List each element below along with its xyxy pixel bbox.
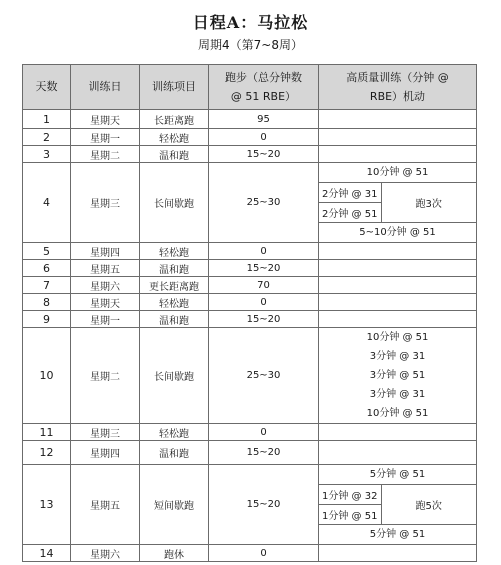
- header-hq-line2: RBE）机动: [369, 90, 426, 103]
- page-subtitle: 周期4（第7~8周）: [198, 38, 303, 52]
- quality-cooldown: 5~10分钟 @ 51: [319, 222, 476, 242]
- quality-cooldown: 5分钟 @ 51: [319, 524, 476, 544]
- quality-step-list: [319, 328, 476, 423]
- run-cell: 70: [209, 277, 319, 294]
- header-run-line1: 跑步（总分钟数: [225, 71, 302, 84]
- run-cell: 0: [209, 243, 319, 260]
- quality-cell: [319, 311, 477, 328]
- quality-cell: [319, 129, 477, 146]
- weekday-cell: 星期一: [71, 129, 140, 146]
- table-row: [23, 277, 477, 294]
- weekday-cell: 星期六: [71, 277, 140, 294]
- run-cell: 0: [209, 545, 319, 562]
- header-training-day: 训练日: [71, 65, 140, 110]
- item-cell: 温和跑: [140, 260, 209, 277]
- table-row: [23, 163, 477, 243]
- table-row: [23, 294, 477, 311]
- run-cell: 0: [209, 294, 319, 311]
- table-row: [23, 424, 477, 441]
- item-cell: 轻松跑: [140, 294, 209, 311]
- quality-step: 3分钟 @ 31: [369, 389, 426, 400]
- interval-step: 2分钟 @ 31: [319, 183, 381, 203]
- item-cell: 轻松跑: [140, 424, 209, 441]
- item-cell: 长间歇跑: [140, 163, 209, 243]
- repeat-count: 跑3次: [415, 199, 442, 210]
- item-cell: 短间歇跑: [140, 465, 209, 545]
- weekday-cell: 星期天: [71, 110, 140, 129]
- run-cell: 0: [209, 424, 319, 441]
- item-cell: 温和跑: [140, 441, 209, 465]
- run-cell: 15~20: [209, 260, 319, 277]
- interval-step: 2分钟 @ 51: [319, 203, 381, 223]
- quality-cell: [319, 110, 477, 129]
- table-row: [23, 260, 477, 277]
- weekday-cell: 星期一: [71, 311, 140, 328]
- table-row: [23, 441, 477, 465]
- quality-cell: [319, 294, 477, 311]
- quality-cell: [319, 465, 477, 545]
- day-cell: 7: [23, 277, 71, 294]
- run-cell: 15~20: [209, 441, 319, 465]
- day-cell: 5: [23, 243, 71, 260]
- item-cell: 温和跑: [140, 311, 209, 328]
- day-cell: 6: [23, 260, 71, 277]
- day-cell: 3: [23, 146, 71, 163]
- quality-cell: [319, 260, 477, 277]
- quality-cell: [319, 328, 477, 424]
- quality-step: 3分钟 @ 51: [369, 370, 426, 381]
- quality-step: 10分钟 @ 51: [366, 332, 429, 343]
- item-cell: 长距离跑: [140, 110, 209, 129]
- weekday-cell: 星期天: [71, 294, 140, 311]
- item-cell: 轻松跑: [140, 129, 209, 146]
- interval-step: 1分钟 @ 32: [319, 485, 381, 505]
- quality-cell: [319, 243, 477, 260]
- header-hq-line1: 高质量训练（分钟 @: [346, 71, 449, 84]
- quality-warmup: 10分钟 @ 51: [319, 163, 476, 183]
- item-cell: 跑休: [140, 545, 209, 562]
- item-cell: 温和跑: [140, 146, 209, 163]
- interval-step: 1分钟 @ 51: [319, 505, 381, 525]
- quality-cell: [319, 146, 477, 163]
- schedule-table: [22, 64, 477, 562]
- weekday-cell: 星期三: [71, 163, 140, 243]
- day-cell: 12: [23, 441, 71, 465]
- run-cell: 15~20: [209, 465, 319, 545]
- header-training-item: 训练项目: [140, 65, 209, 110]
- day-cell: 14: [23, 545, 71, 562]
- header-row: [23, 65, 477, 110]
- table-row: [23, 328, 477, 424]
- quality-cell: [319, 163, 477, 243]
- quality-step: 3分钟 @ 31: [369, 351, 426, 362]
- table-row: [23, 465, 477, 545]
- run-cell: 95: [209, 110, 319, 129]
- table-row: [23, 311, 477, 328]
- table-row: [23, 110, 477, 129]
- table-row: [23, 545, 477, 562]
- day-cell: 11: [23, 424, 71, 441]
- header-quality-training: [319, 65, 477, 110]
- interval-set: [319, 485, 476, 524]
- header-day: 天数: [23, 65, 71, 110]
- weekday-cell: 星期五: [71, 260, 140, 277]
- weekday-cell: 星期四: [71, 243, 140, 260]
- day-cell: 8: [23, 294, 71, 311]
- quality-step: 10分钟 @ 51: [366, 408, 429, 419]
- interval-set: [319, 183, 476, 222]
- header-run-line2: @ 51 RBE）: [230, 90, 297, 103]
- weekday-cell: 星期六: [71, 545, 140, 562]
- quality-warmup: 5分钟 @ 51: [319, 465, 476, 485]
- day-cell: 13: [23, 465, 71, 545]
- quality-cell: [319, 424, 477, 441]
- day-cell: 9: [23, 311, 71, 328]
- quality-cell: [319, 545, 477, 562]
- run-cell: 15~20: [209, 311, 319, 328]
- item-cell: 更长距离跑: [140, 277, 209, 294]
- repeat-count: 跑5次: [415, 501, 442, 512]
- table-row: [23, 129, 477, 146]
- run-cell: 0: [209, 129, 319, 146]
- day-cell: 10: [23, 328, 71, 424]
- weekday-cell: 星期五: [71, 465, 140, 545]
- table-row: [23, 146, 477, 163]
- item-cell: 长间歇跑: [140, 328, 209, 424]
- day-cell: 2: [23, 129, 71, 146]
- item-cell: 轻松跑: [140, 243, 209, 260]
- weekday-cell: 星期四: [71, 441, 140, 465]
- weekday-cell: 星期三: [71, 424, 140, 441]
- quality-cell: [319, 277, 477, 294]
- weekday-cell: 星期二: [71, 328, 140, 424]
- run-cell: 25~30: [209, 328, 319, 424]
- weekday-cell: 星期二: [71, 146, 140, 163]
- quality-cell: [319, 441, 477, 465]
- day-cell: 4: [23, 163, 71, 243]
- table-row: [23, 243, 477, 260]
- page-title: 日程A：马拉松: [192, 13, 309, 32]
- header-run-minutes: [209, 65, 319, 110]
- run-cell: 25~30: [209, 163, 319, 243]
- run-cell: 15~20: [209, 146, 319, 163]
- day-cell: 1: [23, 110, 71, 129]
